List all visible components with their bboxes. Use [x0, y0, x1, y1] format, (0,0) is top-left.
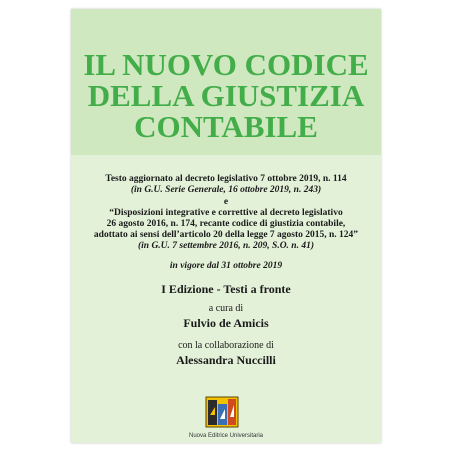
book-title	[71, 49, 381, 142]
title-line-2: DELLA GIUSTIZIA	[87, 78, 365, 113]
text-line-5: 26 agosto 2016, n. 174, recante codice di giustizia contabile,	[106, 219, 346, 229]
text-line-4: “Disposizioni integrative e correttive al decreto legislativo	[109, 208, 343, 218]
publisher-name: Nuova Editrice Universitaria	[188, 433, 264, 439]
publisher-mark-icon	[205, 395, 239, 429]
book-cover	[71, 9, 381, 443]
edition: I Edizione - Testi a fronte	[161, 282, 291, 296]
text-line-6: adottato ai sensi dell’articolo 20 della legge 7 agosto 2015, n. 124”	[93, 230, 359, 240]
effective-date: in vigore dal 31 ottobre 2019	[169, 261, 283, 271]
text-line-3: e	[223, 197, 229, 207]
editor-name: Fulvio de Amicis	[183, 316, 269, 330]
text-line-7: (in G.U. 7 settembre 2016, n. 209, S.O. n. 41)	[137, 241, 315, 251]
collaborator-name: Alessandra Nuccilli	[176, 353, 276, 367]
title-line-3: CONTABILE	[134, 109, 318, 144]
curated-by-label: a cura di	[208, 303, 244, 314]
collaboration-label: con la collaborazione di	[178, 340, 274, 351]
title-line-1: IL NUOVO CODICE	[83, 47, 369, 82]
text-line-1: Testo aggiornato al decreto legislativo 7 ottobre 2019, n. 114	[105, 174, 347, 184]
text-line-2: (in G.U. Serie Generale, 16 ottobre 2019, n. 243)	[130, 185, 322, 195]
publisher-logo	[71, 395, 381, 443]
